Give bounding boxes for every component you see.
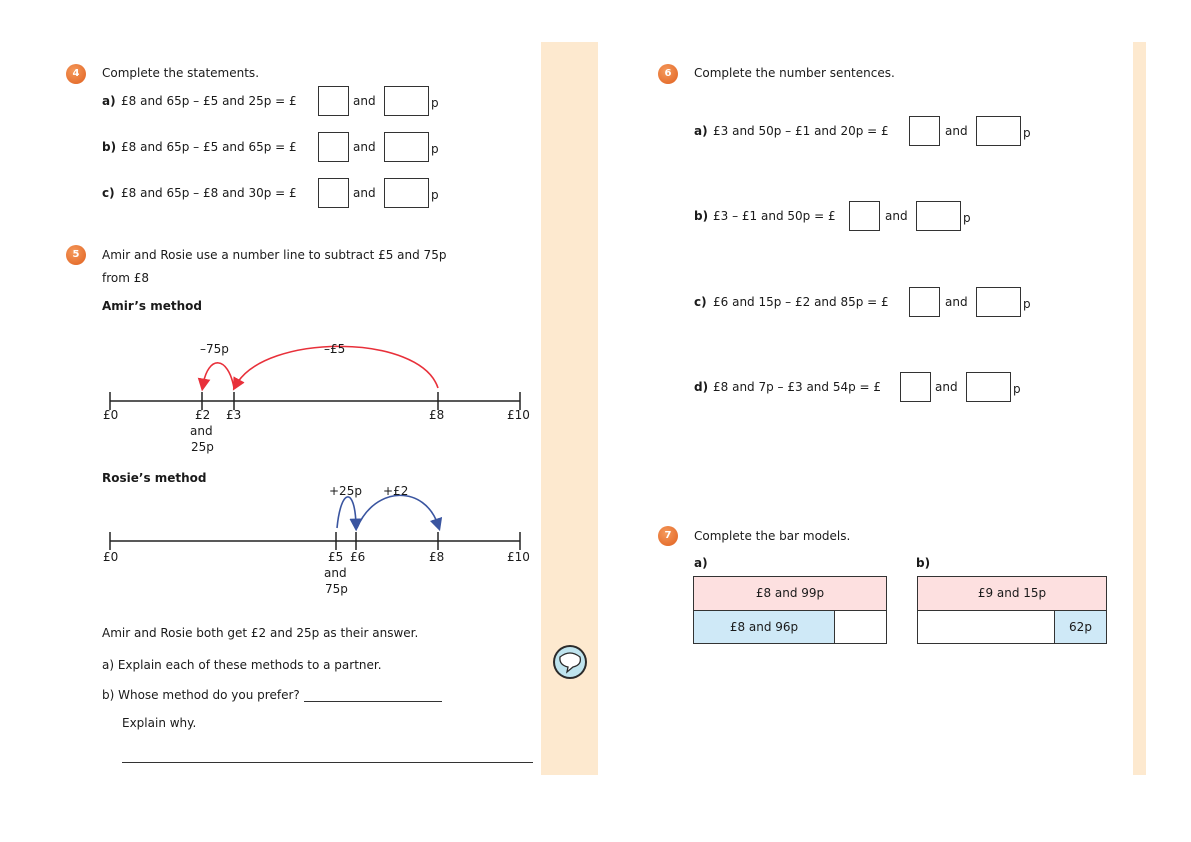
tick-label-2: £2 xyxy=(195,408,211,422)
rosie-jump-small-label: +25p xyxy=(329,484,362,498)
rosie-number-line xyxy=(95,475,545,600)
q6-row-a-label: a) xyxy=(694,124,708,138)
q4-row-c-expression: £8 and 65p – £8 and 30p = £ xyxy=(121,186,297,200)
pence-unit-label: p xyxy=(1013,382,1021,396)
q4-b-pounds-answer-box[interactable] xyxy=(318,132,349,162)
rosie-jump-big-label: +£2 xyxy=(383,484,409,498)
q4-row-b-expression: £8 and 65p – £5 and 65p = £ xyxy=(121,140,297,154)
rosie-method-heading: Rosie’s method xyxy=(102,471,207,485)
bar-a-known-part: £8 and 96p xyxy=(693,610,835,644)
question-5-badge: 5 xyxy=(66,245,86,265)
pence-unit-label: p xyxy=(1023,126,1031,140)
tick-label-10: £10 xyxy=(507,550,530,564)
under-label-and: and xyxy=(324,566,347,580)
tick-label-6: £6 xyxy=(350,550,366,564)
and-label: and xyxy=(945,295,968,309)
q5-part-a: a) Explain each of these methods to a partner. xyxy=(102,658,382,672)
and-label: and xyxy=(353,140,376,154)
question-4-instruction: Complete the statements. xyxy=(102,66,260,80)
rosie-small-jump-arc xyxy=(337,497,356,528)
q6-c-pounds-answer-box[interactable] xyxy=(909,287,940,317)
q6-row-c-expression: £6 and 15p – £2 and 85p = £ xyxy=(713,295,889,309)
question-7-badge: 7 xyxy=(658,526,678,546)
and-label: and xyxy=(935,380,958,394)
question-4-badge: 4 xyxy=(66,64,86,84)
q6-a-pence-answer-box[interactable] xyxy=(976,116,1021,146)
under-label-and: and xyxy=(190,424,213,438)
question-6-badge: 6 xyxy=(658,64,678,84)
q4-a-pounds-answer-box[interactable] xyxy=(318,86,349,116)
q5-explain-why: Explain why. xyxy=(122,716,197,730)
q6-b-pence-answer-box[interactable] xyxy=(916,201,961,231)
q6-row-b-label: b) xyxy=(694,209,709,223)
q6-d-pence-answer-box[interactable] xyxy=(966,372,1011,402)
question-7-instruction: Complete the bar models. xyxy=(694,529,851,543)
question-6-instruction: Complete the number sentences. xyxy=(694,66,895,80)
q5-part-b-row xyxy=(102,688,442,702)
and-label: and xyxy=(945,124,968,138)
amir-jump-big-label: –£5 xyxy=(324,342,346,356)
speech-bubble-icon xyxy=(551,643,589,681)
rosie-big-jump-arc xyxy=(357,495,438,528)
q5-answer-statement: Amir and Rosie both get £2 and 25p as their answer. xyxy=(102,626,419,640)
q4-c-pence-answer-box[interactable] xyxy=(384,178,429,208)
tick-label-10: £10 xyxy=(507,408,530,422)
tick-label-8: £8 xyxy=(429,550,445,564)
q6-c-pence-answer-box[interactable] xyxy=(976,287,1021,317)
bar-a-whole: £8 and 99p xyxy=(693,576,887,611)
amir-method-heading: Amir’s method xyxy=(102,299,202,313)
pence-unit-label: p xyxy=(1023,297,1031,311)
bar-b-known-part: 62p xyxy=(1054,610,1107,644)
pence-unit-label: p xyxy=(963,211,971,225)
q6-row-b-expression: £3 – £1 and 50p = £ xyxy=(713,209,836,223)
explain-answer-line[interactable] xyxy=(122,762,533,763)
q6-row-c-label: c) xyxy=(694,295,707,309)
under-label-25p: 25p xyxy=(191,440,214,454)
q4-row-c-label: c) xyxy=(102,186,115,200)
and-label: and xyxy=(353,186,376,200)
bar-model-b-label: b) xyxy=(916,556,931,570)
amir-number-line xyxy=(95,335,545,460)
q4-row-b-label: b) xyxy=(102,140,117,154)
tick-label-5: £5 xyxy=(328,550,344,564)
pence-unit-label: p xyxy=(431,142,439,156)
q6-row-a-expression: £3 and 50p – £1 and 20p = £ xyxy=(713,124,889,138)
tick-label-0: £0 xyxy=(103,550,119,564)
bar-model-a-label: a) xyxy=(694,556,708,570)
q4-a-pence-answer-box[interactable] xyxy=(384,86,429,116)
prefer-answer-line[interactable] xyxy=(304,689,442,702)
question-5-text-line-1: Amir and Rosie use a number line to subtract £5 and 75p xyxy=(102,248,447,262)
amir-jump-small-label: –75p xyxy=(200,342,229,356)
bar-b-missing-part[interactable] xyxy=(917,610,1055,644)
pence-unit-label: p xyxy=(431,96,439,110)
tick-label-3: £3 xyxy=(226,408,242,422)
bar-b-whole: £9 and 15p xyxy=(917,576,1107,611)
q6-row-d-label: d) xyxy=(694,380,709,394)
question-5-text-line-2: from £8 xyxy=(102,271,150,285)
q4-b-pence-answer-box[interactable] xyxy=(384,132,429,162)
amir-small-jump-arc xyxy=(203,363,234,388)
q4-c-pounds-answer-box[interactable] xyxy=(318,178,349,208)
q4-row-a-label: a) xyxy=(102,94,116,108)
tick-label-8: £8 xyxy=(429,408,445,422)
pence-unit-label: p xyxy=(431,188,439,202)
q6-a-pounds-answer-box[interactable] xyxy=(909,116,940,146)
q6-b-pounds-answer-box[interactable] xyxy=(849,201,880,231)
and-label: and xyxy=(353,94,376,108)
q4-row-a-expression: £8 and 65p – £5 and 25p = £ xyxy=(121,94,297,108)
q5-part-b: b) Whose method do you prefer? xyxy=(102,688,304,702)
q6-row-d-expression: £8 and 7p – £3 and 54p = £ xyxy=(713,380,882,394)
tick-label-0: £0 xyxy=(103,408,119,422)
right-page-margin-strip xyxy=(1133,42,1146,775)
q6-d-pounds-answer-box[interactable] xyxy=(900,372,931,402)
and-label: and xyxy=(885,209,908,223)
under-label-75p: 75p xyxy=(325,582,348,596)
bar-a-missing-part[interactable] xyxy=(834,610,887,644)
